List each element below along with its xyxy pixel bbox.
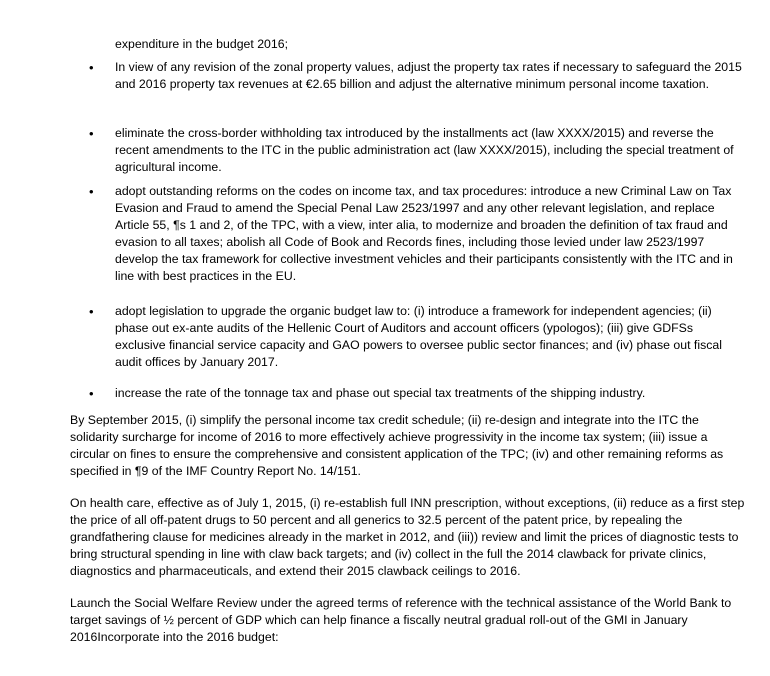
paragraph-text: On health care, effective as of July 1, 2015, (i) re-establish full INN prescription, without exceptions, (ii) reduce as a first step the price of all off-patent drugs to 50 percent and all generics to 32.5 percent of the patent price, by repealing the grandfathering clause for medicines already in the market in 2012, and (iii)) review and limit the prices of diagnostic tests to bring structural spending in line with claw back targets; and (iv) collect in the full the 2014 clawback for private clinics, diagnostics and pharmaceuticals, and extend their 2015 clawback ceilings to 2016. xyxy=(70,496,745,578)
bullet-text: adopt legislation to upgrade the organic budget law to: (i) introduce a framework for independent agencies; (ii) phase out ex-ante audits of the Hellenic Court of Auditors and account officers (ypologos); (iii) give GDFSs exclusive financial service capacity and GAO powers to oversee public sector finances; and (iv) phase out fiscal audit offices by January 2017. xyxy=(115,304,722,369)
bullet-marker: • xyxy=(89,126,94,141)
bullet-text: adopt outstanding reforms on the codes on income tax, and tax procedures: introduce a new Criminal Law on Tax Evasion and Fraud to amend the Special Penal Law 2523/1997 and any other relevant legislation, and replace Article 55, ¶s 1 and 2, of the TPC, with a view, inter alia, to modernize and broaden the definition of tax fraud and evasion to all taxes; abolish all Code of Book and Records fines, including those levied under law 2523/1997 develop the tax framework for collective investment vehicles and their participants consistently with the ITC and in line with best practices in the EU. xyxy=(115,184,733,283)
bullet-item xyxy=(89,125,745,176)
paragraph-text: Launch the Social Welfare Review under the agreed terms of reference with the technical assistance of the World Bank to target savings of ½ percent of GDP which can help finance a fiscally neutral gradual roll-out of the GMI in January 2016Incorporate into the 2016 budget: xyxy=(70,596,732,644)
bullet-text: increase the rate of the tonnage tax and phase out special tax treatments of the shipping industry. xyxy=(115,386,646,400)
bullet-item xyxy=(89,183,745,285)
bullet-item xyxy=(89,303,745,371)
bullet-marker: • xyxy=(89,304,94,319)
bullet-item xyxy=(89,59,745,93)
bullet-marker: • xyxy=(89,386,94,401)
continuation-line: expenditure in the budget 2016; xyxy=(115,37,288,51)
paragraph-text: By September 2015, (i) simplify the personal income tax credit schedule; (ii) re-design and integrate into the ITC the solidarity surcharge for income of 2016 to more effectively achieve progressivity in the income tax system; (iii) issue a circular on fines to ensure the comprehensive and consistent application of the TPC; (iv) and other remaining reforms as specified in ¶9 of the IMF Country Report No. 14/151. xyxy=(70,413,724,478)
bullet-item xyxy=(89,385,745,402)
bullet-text: eliminate the cross-border withholding tax introduced by the installments act (law XXXX/2015) and reverse the recent amendments to the ITC in the public administration act (law XXXX/2015), including the special treatment of agricultural income. xyxy=(115,126,734,174)
paragraph xyxy=(70,495,745,580)
bullet-text: In view of any revision of the zonal property values, adjust the property tax rates if necessary to safeguard the 2015 and 2016 property tax revenues at €2.65 billion and adjust the alternative minimum personal income taxation. xyxy=(115,60,742,91)
bullet-marker: • xyxy=(89,60,94,75)
paragraph xyxy=(70,412,745,480)
paragraph xyxy=(70,595,745,646)
bullet-marker: • xyxy=(89,184,94,199)
